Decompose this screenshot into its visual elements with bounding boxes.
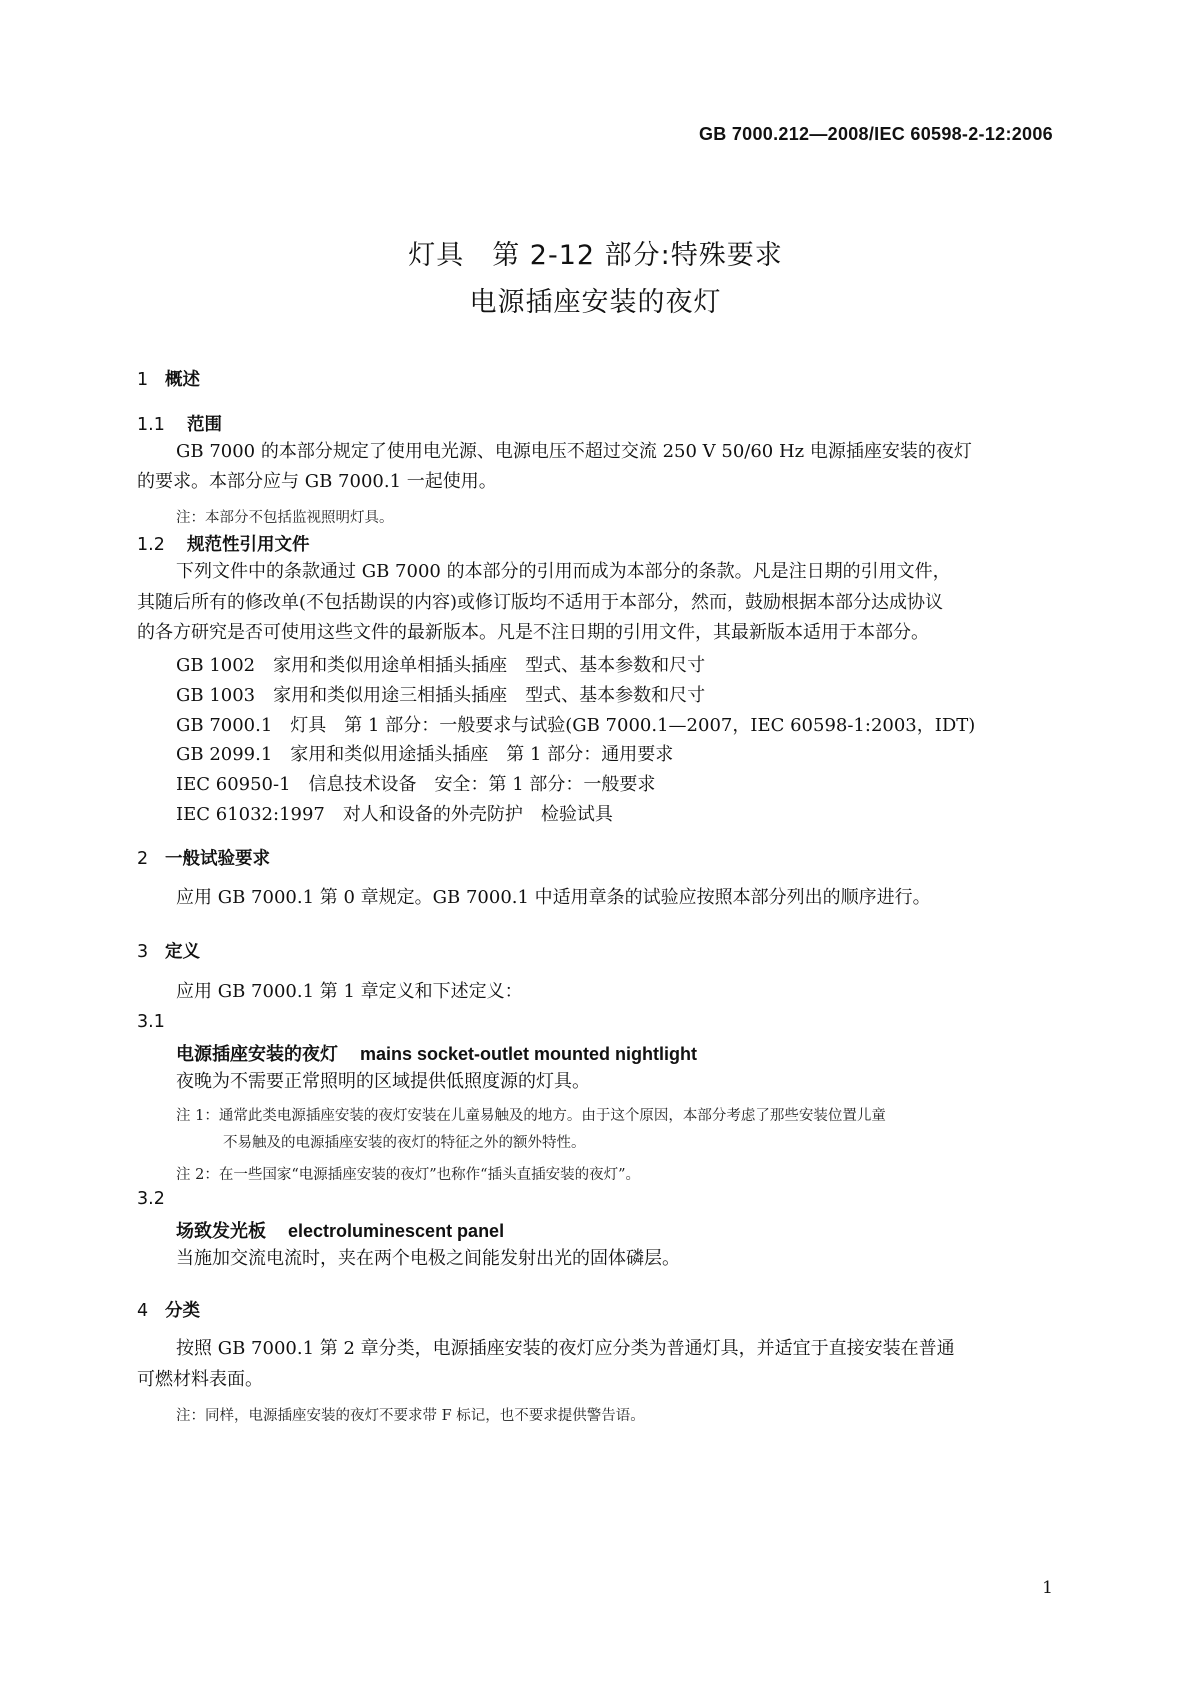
section-title: 分类 [165, 1301, 200, 1321]
term-zh: 电源插座安装的夜灯 [176, 1044, 338, 1065]
definition: 当施加交流电流时，夹在两个电极之间能发射出光的固体磷层。 [176, 1248, 680, 1269]
note: 注 1：通常此类电源插座安装的夜灯安装在儿童易触及的地方。由于这个原因，本部分考虑了那些安装位置儿童 [176, 1108, 886, 1124]
section-3-heading [137, 938, 200, 963]
note: 注 2：在一些国家“电源插座安装的夜灯”也称作“插头直插安装的夜灯”。 [176, 1167, 640, 1183]
section-number: 2 [137, 849, 149, 869]
term-zh: 场致发光板 [176, 1221, 266, 1242]
paragraph-line: 的要求。本部分应与 GB 7000.1 一起使用。 [137, 471, 497, 492]
term-en: electroluminescent panel [288, 1221, 505, 1241]
section-1-2-heading [137, 531, 310, 556]
section-number: 3.2 [137, 1189, 165, 1209]
definition: 夜晚为不需要正常照明的区域提供低照度源的灯具。 [176, 1071, 590, 1092]
document-subtitle: 电源插座安装的夜灯 [469, 287, 722, 318]
section-title: 范围 [187, 415, 222, 435]
reference-item: GB 1002 家用和类似用途单相插头插座 型式、基本参数和尺寸 [176, 655, 706, 676]
section-number: 1.2 [137, 535, 165, 555]
section-1-heading [137, 366, 200, 391]
section-number: 3 [137, 942, 149, 962]
paragraph-line: 下列文件中的条款通过 GB 7000 的本部分的引用而成为本部分的条款。凡是注日期的引用文件， [176, 561, 951, 582]
section-number: 4 [137, 1301, 149, 1321]
standard-number: GB 7000.212—2008/IEC 60598-2-12:2006 [698, 124, 1053, 144]
section-1-1-heading [137, 411, 222, 436]
note: 注：同样，电源插座安装的夜灯不要求带 F 标记，也不要求提供警告语。 [176, 1408, 645, 1424]
reference-item: GB 7000.1 灯具 第 1 部分：一般要求与试验(GB 7000.1—2007，IEC 60598-1:2003，IDT) [176, 715, 976, 736]
note: 注：本部分不包括监视照明灯具。 [176, 510, 394, 526]
clause-3-1-number [137, 1012, 165, 1032]
page-number: 1 [1042, 1578, 1053, 1598]
section-title: 概述 [165, 370, 200, 390]
section-title: 定义 [165, 942, 200, 962]
term-entry [176, 1040, 697, 1066]
section-title: 规范性引用文件 [187, 535, 310, 555]
paragraph-line: GB 7000 的本部分规定了使用电光源、电源电压不超过交流 250 V 50/60 Hz 电源插座安装的夜灯 [176, 441, 972, 462]
section-title: 一般试验要求 [165, 849, 270, 869]
reference-item: GB 1003 家用和类似用途三相插头插座 型式、基本参数和尺寸 [176, 685, 706, 706]
paragraph-line: 可燃材料表面。 [137, 1369, 263, 1390]
document-title: 灯具 第 2-12 部分:特殊要求 [408, 240, 783, 271]
paragraph-line: 其随后所有的修改单(不包括勘误的内容)或修订版均不适用于本部分，然而，鼓励根据本部分达成协议 [137, 592, 944, 613]
section-4-heading [137, 1297, 200, 1322]
section-number: 1 [137, 370, 149, 390]
paragraph-line: 应用 GB 7000.1 第 0 章规定。GB 7000.1 中适用章条的试验应按照本部分列出的顺序进行。 [176, 887, 931, 908]
paragraph-line: 按照 GB 7000.1 第 2 章分类，电源插座安装的夜灯应分类为普通灯具，并适宜于直接安装在普通 [176, 1338, 955, 1359]
paragraph-line: 应用 GB 7000.1 第 1 章定义和下述定义： [176, 981, 523, 1002]
note-continuation: 不易触及的电源插座安装的夜灯的特征之外的额外特性。 [223, 1135, 586, 1151]
reference-item: GB 2099.1 家用和类似用途插头插座 第 1 部分：通用要求 [176, 744, 674, 765]
term-entry [176, 1217, 504, 1243]
section-number: 3.1 [137, 1012, 165, 1032]
section-2-heading [137, 845, 270, 870]
reference-item: IEC 60950-1 信息技术设备 安全：第 1 部分：一般要求 [176, 774, 656, 795]
clause-3-2-number [137, 1189, 165, 1209]
section-number: 1.1 [137, 415, 165, 435]
paragraph-line: 的各方研究是否可使用这些文件的最新版本。凡是不注日期的引用文件，其最新版本适用于本部分。 [137, 622, 929, 643]
term-en: mains socket-outlet mounted nightlight [360, 1044, 697, 1064]
reference-item: IEC 61032:1997 对人和设备的外壳防护 检验试具 [176, 804, 613, 825]
